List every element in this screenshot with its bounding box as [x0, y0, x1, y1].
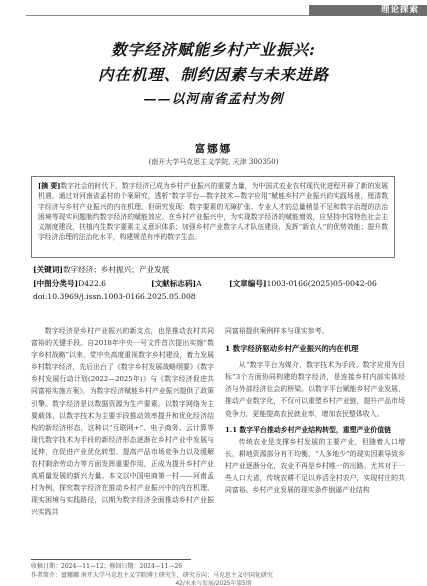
abstract-text: 数字社会的时代下，数字经济已成为乡村产业振兴的重要力量，为中国式农业农村现代化进程开辟了新的发展机遇。通过对河南省孟村的个案研究，透析“数字平台—数字技术—数字应用”赋能乡村产业振兴的实践场景，厘清数字经济与乡村产业振兴的内在机理。但研究发现：数字要素的无障扩张、专业人才的总量稍显不足和数字治理的法治困境等现实问题制约数字经济的赋能效应。在乡村产业振兴中，为实现数字经济的赋能增效，应坚持中国特色社会主义制度建设，扶植内生数字要素主义意识体系；加强乡村产业数字人才队伍建设，发挥“新农人”的优势效能；提升数字经济治理的法治化水平，构建规范有序的数字生态。: [38, 182, 388, 242]
doi[interactable]: doi:10.3969/j.issn.1003-0166.2025.05.008: [33, 292, 196, 301]
body-paragraph: 传统农业是支撑乡村发展的主要产业，但随着人口增长，耕地资源部分有不均衡，“人多地少”的现实因素导致乡村产业逐渐分化，农业不再是乡村唯一的出路。尤其对于一些人口大省，传统农耕不足以养活全村农户，实现村庄的共同富裕。乡村产业发展的现实条件倒逼产业结构: [225, 437, 405, 495]
subsection-heading: 1.1 数字平台推动乡村产业结构转型，重塑产业价值链: [225, 425, 391, 434]
clc-value: D422.6: [78, 279, 106, 288]
body-paragraph: 从“数字平台为媒介、数字技术为手段、数字应用为目标”3个方面协同构建的数字经济，是连接乡村内部实体经济与外部经济社会的桥梁。以数字平台赋能乡村产业发展，推动产业数字化，不仅可以重塑乡村产业链，提升产品市场竞争力，更能提高农民就业率，增加农民整体收入。: [225, 361, 405, 418]
article-no-label: [文章编号]: [229, 279, 267, 288]
footnote-dates: 收稿日期：2024—11—12；修回日期：2024—11—26: [31, 563, 183, 570]
body-column-left: [31, 325, 214, 557]
section-label: 理论探索: [380, 5, 419, 15]
body-paragraph: 数字经济是乡村产业振兴的新支点，也是推动农村共同富裕的关键手段。自2018年中央一号文件首次提出实施“数字乡村战略”以来，党中央高度重视数字乡村建设，着力发展乡村数字经济，先后出台了《数字乡村发展战略纲要》《数字乡村发展行动计划(2022—2025年)》与《数字经济促进共同富裕实施方案》，为数字经济赋能乡村产业振兴提供了政策引擎。数字经济是以数据资源为生产要素，以数字网络为主要载体，以数字技术为主要手段推动效率提升和优化经济结构的新经济形态，这种以“互联网+”、电子商务、云计算等现代数字技术为手段的新经济形态逐渐在乡村产业中发展与延伸，在促进产业优化转型、提高产品市场竞争力以及缓解农村剩余劳动力等方面发挥重要作用，正成为提升乡村产业高质量发展的新兴力量。本文以中国电商第一村——河南孟村为例，探究数字经济在推动乡村产业振兴中的内在机理、现实困境与实践路径，以期为数字经济全面推动乡村产业振兴实践共: [31, 327, 214, 517]
footnote-author-bio: 作者简介：富娜娜 南开大学马克思主义学院博士研究生，研究方向：马克思主义中国化研究: [31, 572, 273, 579]
title-line-2: 内在机理、制约因素与未来进路: [97, 65, 329, 84]
keywords: 数字经济；乡村振兴；产业发展: [62, 265, 170, 274]
article-no-value: 1003-0166(2025)05-0042-06: [266, 279, 377, 288]
running-header: [0, 5, 427, 16]
author-name: 富娜娜: [194, 143, 233, 155]
clc-label: [中图分类号]: [33, 279, 79, 288]
abstract-box: [31, 176, 395, 258]
abstract-tag: [摘 要]: [38, 182, 61, 190]
abstract: [38, 181, 388, 253]
footnote-rule: [31, 559, 191, 560]
body-paragraph: 同富裕提供案例样本与现实参考。: [225, 327, 329, 335]
title-line-1: 数字经济赋能乡村产业振兴:: [111, 40, 316, 59]
keywords-line: [33, 264, 169, 275]
doc-code-value: A: [196, 279, 202, 288]
doc-code-label: [文献标志码]: [151, 279, 197, 288]
page-footer: 42/未来与发展/2025年第5期: [175, 581, 252, 586]
body-column-right: [225, 325, 405, 557]
section-heading: 1 数字经济驱动乡村产业振兴的内在机理: [225, 344, 359, 354]
classification-line: [33, 278, 377, 289]
keywords-label: [关键词]: [33, 265, 63, 274]
subtitle: ——以河南省孟村为例: [143, 92, 284, 107]
author-affiliation: (南开大学马克思主义学院, 天津 300350): [148, 158, 279, 166]
